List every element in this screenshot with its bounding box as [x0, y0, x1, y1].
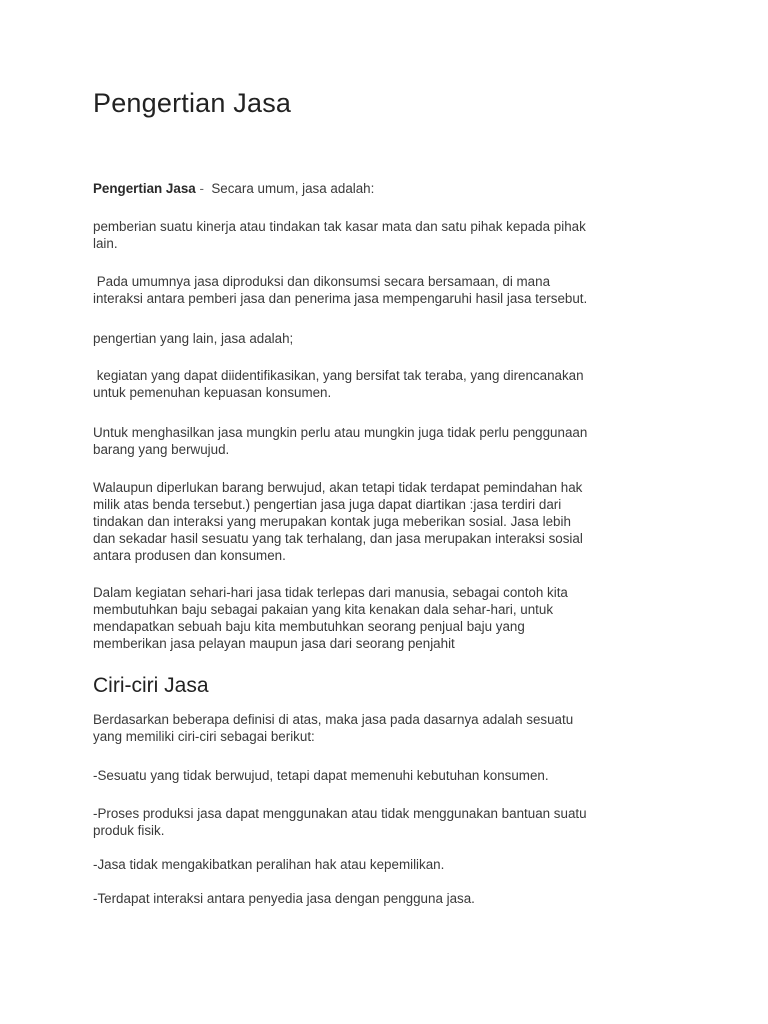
text-line: pemberian suatu kinerja atau tindakan tak kasar mata dan satu pihak kepada pihak	[93, 219, 586, 234]
text-line: lain.	[93, 236, 118, 251]
intro-text: Secara umum, jasa adalah:	[207, 181, 375, 196]
text-line: pengertian yang lain, jasa adalah;	[93, 331, 294, 346]
intro-separator: -	[195, 181, 208, 196]
intro-term: Pengertian Jasa	[93, 181, 196, 196]
text-line: kegiatan yang dapat diidentifikasikan, yang bersifat tak teraba, yang direncanakan	[93, 368, 584, 383]
text-line: -Proses produksi jasa dapat menggunakan atau tidak menggunakan bantuan suatu	[93, 806, 587, 821]
text-line: yang memiliki ciri-ciri sebagai berikut:	[93, 729, 315, 744]
paragraph-3	[93, 330, 673, 347]
text-line: membutuhkan baju sebagai pakaian yang kita kenakan dala sehar-hari, untuk	[93, 602, 554, 617]
list-item	[93, 856, 673, 873]
text-line: mendapatkan sebuah baju kita membutuhkan seorang penjual baju yang	[93, 619, 525, 634]
text-line: milik atas benda tersebut.) pengertian jasa juga dapat diartikan :jasa terdiri dari	[93, 497, 562, 512]
text-line: dan sekadar hasil sesuatu yang tak terhalang, dan jasa merupakan interaksi sosial	[93, 531, 583, 546]
section-paragraph-1	[93, 711, 673, 745]
paragraph-6	[93, 479, 673, 564]
list-item	[93, 767, 673, 784]
intro-paragraph	[93, 180, 673, 197]
list-item	[93, 890, 673, 907]
text-line: interaksi antara pemberi jasa dan penerima jasa mempengaruhi hasil jasa tersebut.	[93, 291, 588, 306]
list-item	[93, 805, 673, 839]
text-line: Pada umumnya jasa diproduksi dan dikonsumsi secara bersamaan, di mana	[93, 274, 551, 289]
text-line: produk fisik.	[93, 823, 165, 838]
page-title: Pengertian Jasa	[93, 88, 292, 118]
text-line: barang yang berwujud.	[93, 442, 230, 457]
text-line: -Sesuatu yang tidak berwujud, tetapi dapat memenuhi kebutuhan konsumen.	[93, 768, 549, 783]
paragraph-1	[93, 218, 673, 252]
section-heading: Ciri-ciri Jasa	[93, 674, 209, 697]
text-line: Dalam kegiatan sehari-hari jasa tidak terlepas dari manusia, sebagai contoh kita	[93, 585, 568, 600]
text-line: antara produsen dan konsumen.	[93, 548, 286, 563]
text-line: memberikan jasa pelayan maupun jasa dari seorang penjahit	[93, 636, 455, 651]
paragraph-2	[93, 273, 673, 307]
text-line: untuk pemenuhan kepuasan konsumen.	[93, 385, 332, 400]
text-line: Untuk menghasilkan jasa mungkin perlu atau mungkin juga tidak perlu penggunaan	[93, 425, 588, 440]
text-line: Berdasarkan beberapa definisi di atas, maka jasa pada dasarnya adalah sesuatu	[93, 712, 574, 727]
paragraph-7	[93, 584, 673, 652]
text-line: -Jasa tidak mengakibatkan peralihan hak atau kepemilikan.	[93, 857, 445, 872]
text-line: tindakan dan interaksi yang merupakan kontak juga meberikan sosial. Jasa lebih	[93, 514, 571, 529]
text-line: -Terdapat interaksi antara penyedia jasa dengan pengguna jasa.	[93, 891, 475, 906]
text-line: Walaupun diperlukan barang berwujud, akan tetapi tidak terdapat pemindahan hak	[93, 480, 583, 495]
paragraph-5	[93, 424, 673, 458]
paragraph-4	[93, 367, 673, 401]
